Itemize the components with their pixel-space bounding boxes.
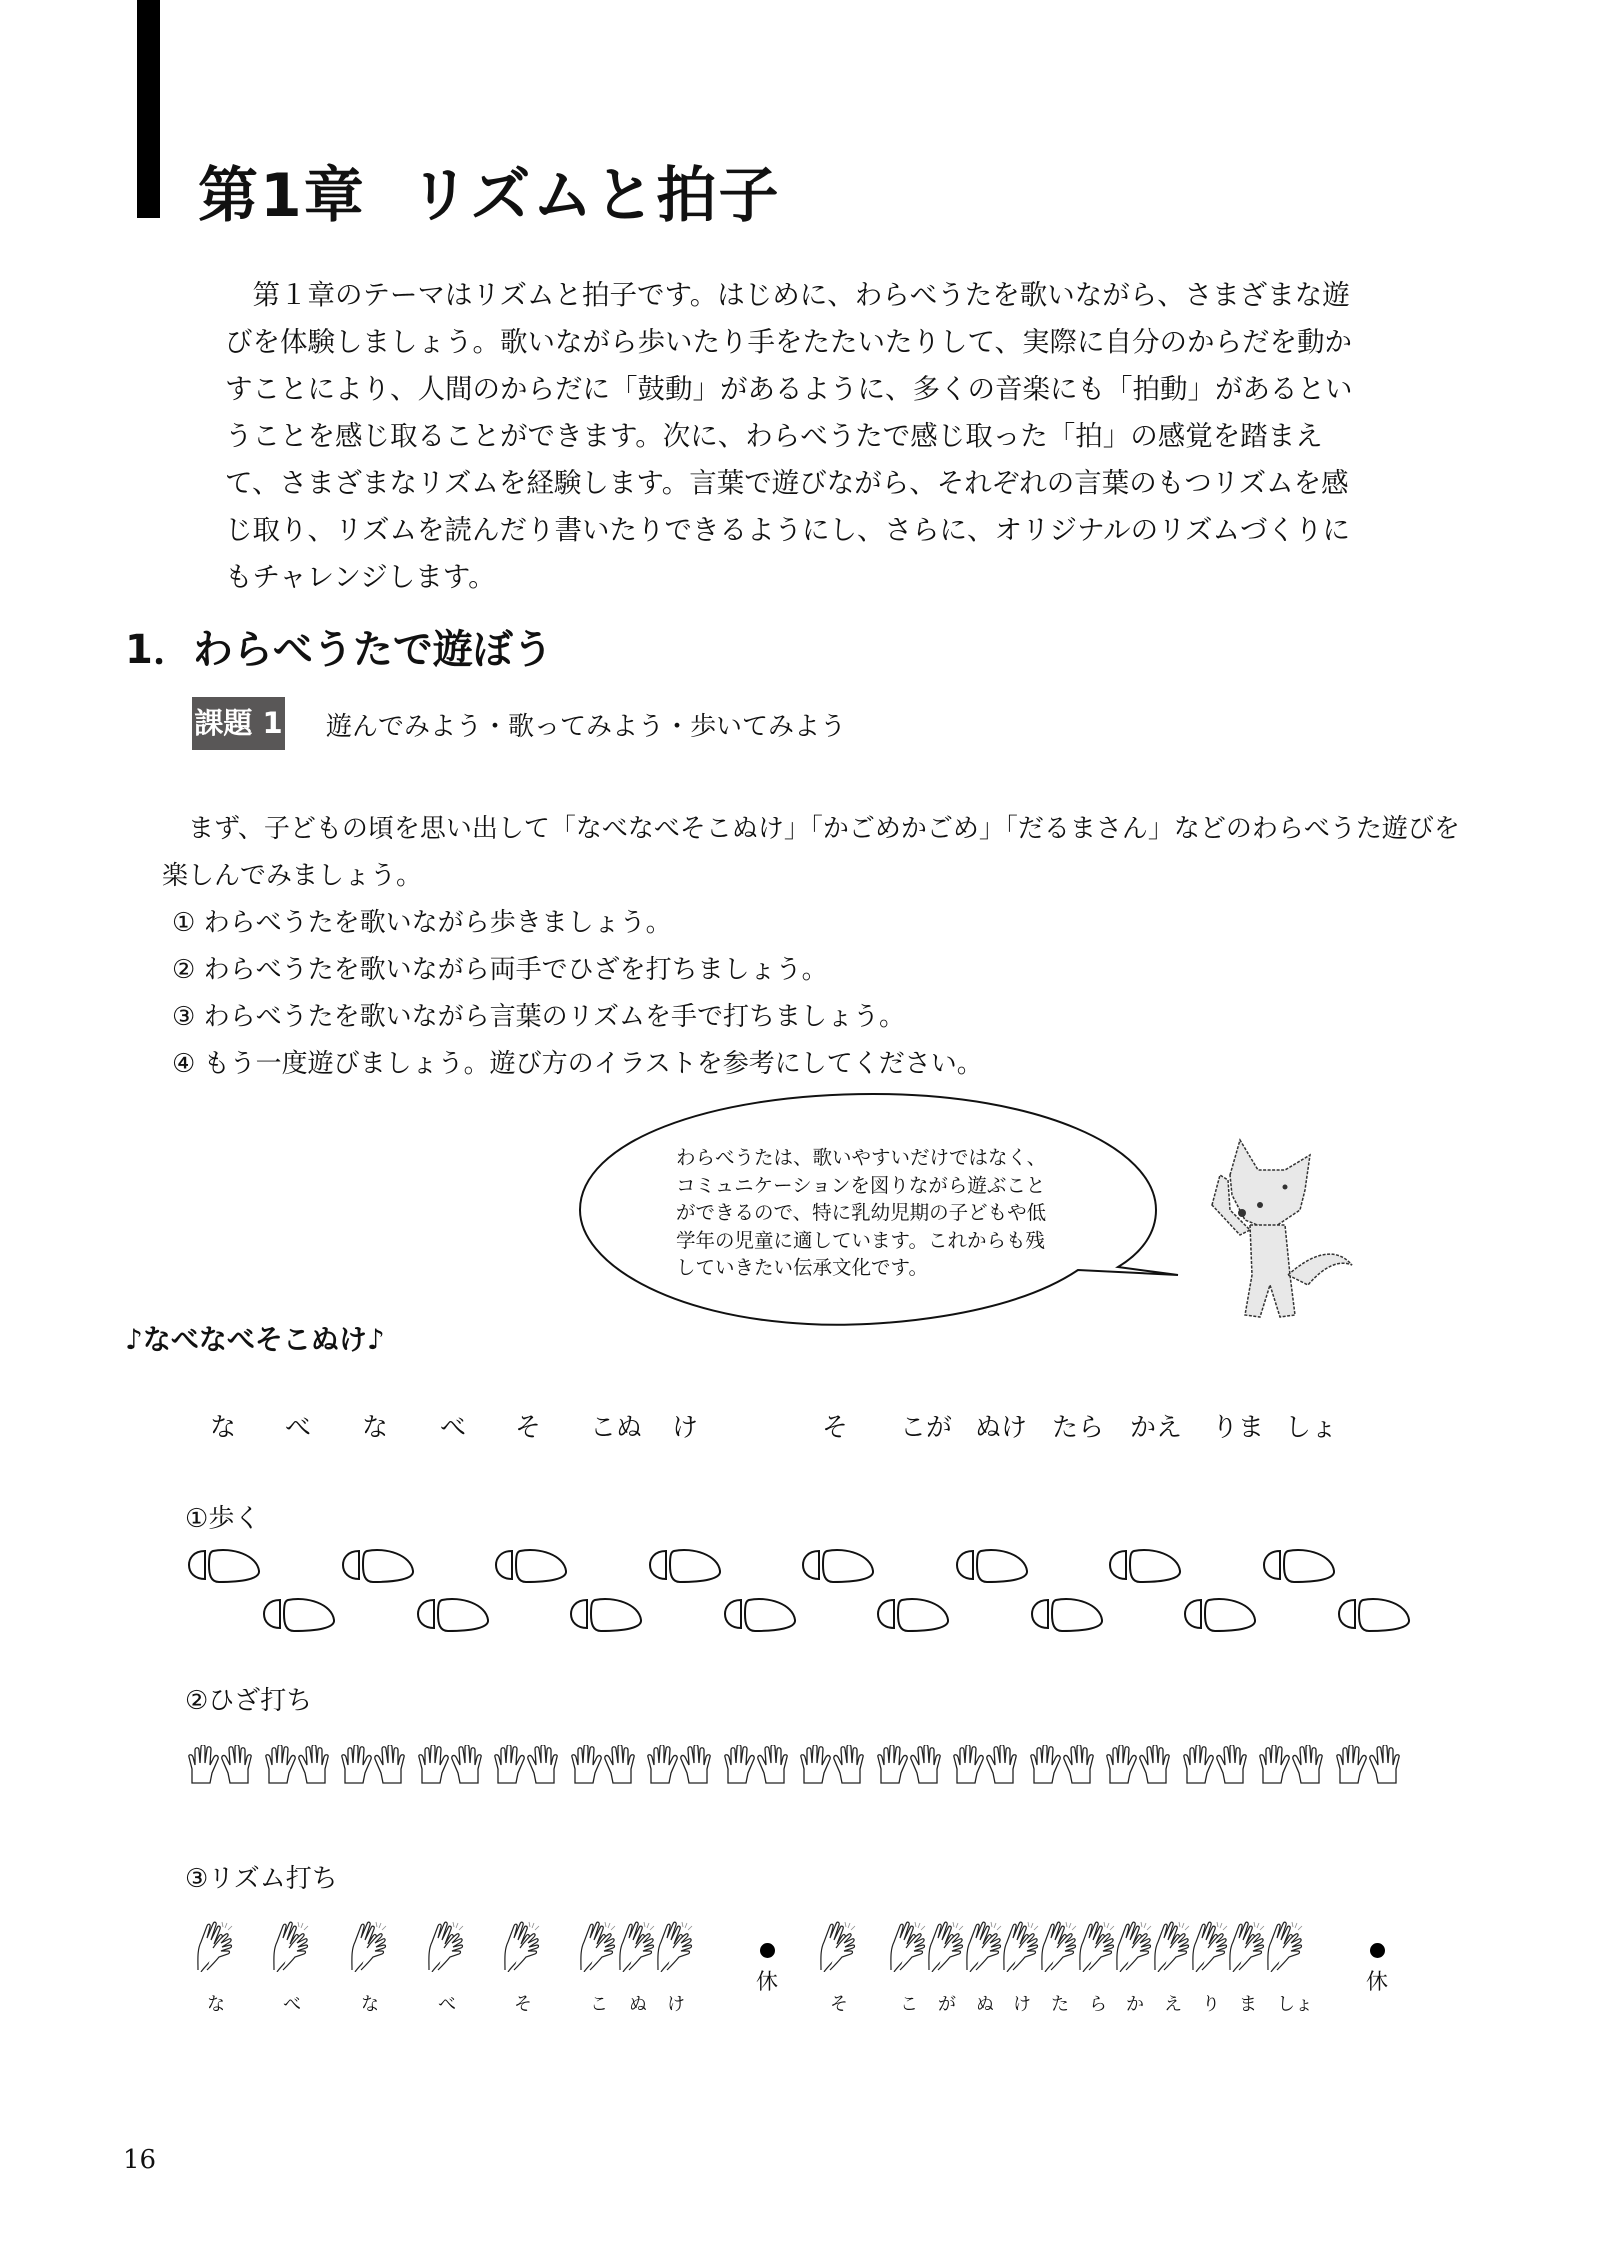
footprint-icon — [1337, 1594, 1412, 1634]
rest-dot — [1370, 1943, 1385, 1958]
lyric-syllable: べ — [285, 1413, 312, 1443]
chapter-title — [198, 148, 781, 234]
hands-on-knees-icon — [570, 1745, 636, 1785]
rhythm-syllable: な — [361, 1994, 379, 2015]
chapter-title-text: リズムと拍子 — [409, 161, 781, 231]
hands-on-knees-icon — [1029, 1745, 1095, 1785]
clapping-hands-icon — [655, 1920, 693, 1972]
hands-on-knees-icon — [876, 1745, 942, 1785]
hands-on-knees-icon — [646, 1745, 712, 1785]
lyric-syllable: そ — [822, 1413, 849, 1443]
hands-on-knees-icon — [723, 1745, 789, 1785]
footprint-icon — [723, 1594, 798, 1634]
rhythm-syllable: な — [207, 1994, 225, 2015]
clapping-hands-icon — [888, 1920, 926, 1972]
rhythm-clap-label: ③リズム打ち — [185, 1864, 338, 1894]
step-item: ① わらべうたを歌いながら歩きましょう。 — [172, 908, 672, 938]
speech-bubble-text — [676, 1144, 1116, 1282]
task-badge: 課題 1 — [192, 697, 285, 750]
rhythm-syllable: こ — [590, 1994, 608, 2015]
rhythm-syllable: そ — [830, 1994, 848, 2015]
rhythm-syllable: そ — [514, 1994, 532, 2015]
clapping-hands-icon — [1265, 1920, 1303, 1972]
lyric-syllable: な — [362, 1413, 389, 1443]
footprint-icon — [187, 1545, 262, 1585]
bubble-line: 学年の児童に適しています。これからも残 — [676, 1228, 1045, 1252]
rhythm-syllable: ま — [1239, 1994, 1257, 2015]
step-item: ④ もう一度遊びましょう。遊び方のイラストを参考にしてください。 — [172, 1049, 983, 1079]
page-number: 16 — [123, 2145, 157, 2175]
clapping-hands-icon — [426, 1920, 464, 1972]
lyric-syllable: な — [210, 1413, 237, 1443]
rhythm-syllable: た — [1051, 1994, 1069, 2015]
hands-on-knees-icon — [264, 1745, 330, 1785]
chapter-number: 第1章 — [198, 161, 366, 231]
step-item: ② わらべうたを歌いながら両手でひざを打ちましょう。 — [172, 955, 828, 985]
step-item: ③ わらべうたを歌いながら言葉のリズムを手で打ちましょう。 — [172, 1002, 906, 1032]
steps-list — [162, 900, 1462, 1088]
clapping-hands-icon — [349, 1920, 387, 1972]
footprint-icon — [416, 1594, 491, 1634]
rest-label: 休 — [1366, 1970, 1389, 1995]
hands-on-knees-icon — [799, 1745, 865, 1785]
lyric-syllable: こが — [900, 1413, 953, 1443]
walk-label: ①歩く — [185, 1504, 261, 1534]
footprint-icon — [1183, 1594, 1258, 1634]
clapping-hands-icon — [1001, 1920, 1039, 1972]
rhythm-syllable: べ — [283, 1994, 301, 2015]
rhythm-syllable: ぬ — [629, 1994, 647, 2015]
rest-dot — [760, 1943, 775, 1958]
rest-label: 休 — [756, 1970, 779, 1995]
footprint-icon — [648, 1545, 723, 1585]
bubble-line: していきたい伝承文化です。 — [676, 1256, 928, 1279]
task-title: 遊んでみよう・歌ってみよう・歩いてみよう — [326, 712, 847, 742]
rhythm-syllable: ら — [1089, 1994, 1107, 2015]
clapping-hands-icon — [964, 1920, 1002, 1972]
bubble-line: わらべうたは、歌いやすいだけではなく、 — [676, 1146, 1047, 1169]
hands-on-knees-icon — [952, 1745, 1018, 1785]
footprint-icon — [1262, 1545, 1337, 1585]
clapping-hands-icon — [1227, 1920, 1265, 1972]
song-title: ♪なべなべそこぬけ♪ — [125, 1323, 385, 1356]
lyric-syllable: りま — [1212, 1413, 1265, 1443]
footprint-icon — [569, 1594, 644, 1634]
footprint-icon — [262, 1594, 337, 1634]
section-heading: 1．わらべうたで遊ぼう — [125, 627, 553, 673]
footprint-icon — [1030, 1594, 1105, 1634]
body-text — [162, 806, 1462, 1088]
clapping-hands-icon — [1039, 1920, 1077, 1972]
rhythm-syllable: しょ — [1277, 1994, 1313, 2015]
clapping-hands-icon — [1077, 1920, 1115, 1972]
knee-clap-label: ②ひざ打ち — [185, 1686, 313, 1716]
hands-on-knees-icon — [1335, 1745, 1401, 1785]
clapping-hands-icon — [926, 1920, 964, 1972]
rhythm-syllable: け — [667, 1994, 685, 2015]
rhythm-syllable: ぬ — [976, 1994, 994, 2015]
lyric-syllable: け — [672, 1413, 699, 1443]
footprint-icon — [876, 1594, 951, 1634]
hands-on-knees-icon — [417, 1745, 483, 1785]
hands-on-knees-icon — [340, 1745, 406, 1785]
rhythm-syllable: け — [1013, 1994, 1031, 2015]
footprint-icon — [955, 1545, 1030, 1585]
lead-paragraph: まず、子どもの頃を思い出して「なべなべそこぬけ」「かごめかごめ」「だるまさん」などのわらべうた遊びを楽しんでみましょう。 — [162, 814, 1460, 891]
lyric-syllable: ぬけ — [975, 1413, 1028, 1443]
footprint-icon — [1108, 1545, 1183, 1585]
bubble-line: コミュニケーションを図りながら遊ぶこと — [676, 1173, 1046, 1197]
rhythm-syllable: り — [1202, 1994, 1220, 2015]
lyric-syllable: しょ — [1285, 1413, 1338, 1443]
lyric-syllable: かえ — [1130, 1413, 1183, 1443]
clapping-hands-icon — [1190, 1920, 1228, 1972]
clapping-hands-icon — [271, 1920, 309, 1972]
rhythm-syllable: え — [1164, 1994, 1182, 2015]
rhythm-syllable: こ — [900, 1994, 918, 2015]
lyric-syllable: たら — [1052, 1413, 1105, 1443]
footprint-icon — [341, 1545, 416, 1585]
intro-paragraph — [225, 272, 1355, 601]
clapping-hands-icon — [195, 1920, 233, 1972]
bubble-line: ができるので、特に乳幼児期の子どもや低 — [676, 1201, 1047, 1224]
hands-on-knees-icon — [1258, 1745, 1324, 1785]
clapping-hands-icon — [502, 1920, 540, 1972]
clapping-hands-icon — [617, 1920, 655, 1972]
hands-on-knees-icon — [493, 1745, 559, 1785]
clapping-hands-icon — [578, 1920, 616, 1972]
clapping-hands-icon — [1152, 1920, 1190, 1972]
lyric-syllable: そ — [515, 1413, 542, 1443]
intro-text: 第１章のテーマはリズムと拍子です。はじめに、わらべうたを歌いながら、さまざまな遊びを体験しましょう。歌いながら歩いたり手をたたいたりして、実際に自分のからだを動かすことにより、人間のからだに「鼓動」があるように、多くの音楽にも「拍動」があるということを感じ取ることができます。次に、わらべうたで感じ取った「拍」の感覚を踏まえて、さまざまなリズムを経験します。言葉で遊びながら、それぞれの言葉のもつリズムを感じ取り、リズムを読んだり書いたりできるようにし、さらに、オリジナルのリズムづくりにもチャレンジします。 — [225, 279, 1353, 593]
clapping-hands-icon — [1114, 1920, 1152, 1972]
rhythm-syllable: か — [1126, 1994, 1144, 2015]
lyric-syllable: こぬ — [590, 1413, 643, 1443]
rhythm-syllable: べ — [438, 1994, 456, 2015]
hands-on-knees-icon — [187, 1745, 253, 1785]
clapping-hands-icon — [818, 1920, 856, 1972]
hands-on-knees-icon — [1105, 1745, 1171, 1785]
footprint-icon — [494, 1545, 569, 1585]
lyric-syllable: べ — [440, 1413, 467, 1443]
chapter-accent-bar — [137, 0, 160, 218]
hands-on-knees-icon — [1182, 1745, 1248, 1785]
rhythm-syllable: が — [938, 1994, 956, 2015]
fox-mascot-icon — [1190, 1135, 1360, 1325]
footprint-icon — [801, 1545, 876, 1585]
